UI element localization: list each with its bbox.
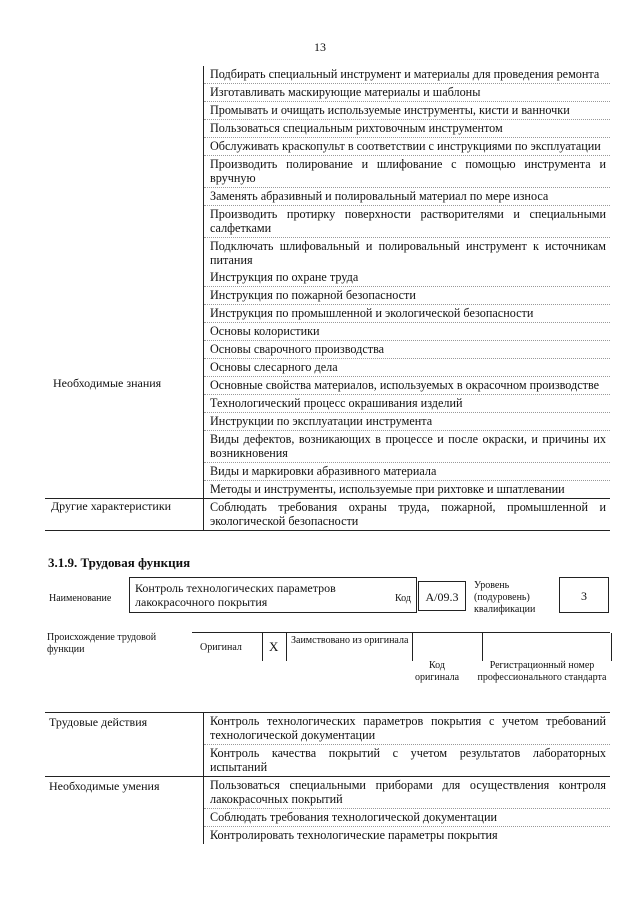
list-item: Контроль технологических параметров покрытия с учетом требований технологической документации xyxy=(204,713,610,745)
knowledge-label: Необходимые знания xyxy=(53,376,162,390)
reg-number-label: Регистрационный номер профессионального стандарта xyxy=(477,660,607,683)
list-item: Инструкция по промышленной и экологической безопасности xyxy=(204,305,610,323)
other-label: Другие характеристики xyxy=(45,499,204,531)
list-item: Технологический процесс окрашивания изделий xyxy=(204,395,610,413)
list-item: Изготавливать маскирующие материалы и шаблоны xyxy=(204,84,610,102)
list-item: Виды и маркировки абразивного материала xyxy=(204,463,610,481)
list-item: Обслуживать краскопульт в соответствии с инструкциями по эксплуатации xyxy=(204,138,610,156)
level-value: 3 xyxy=(559,577,609,613)
original-label: Оригинал xyxy=(200,642,242,653)
list-item: Подключать шлифовальный и полировальный инструмент к источникам питания xyxy=(210,239,606,267)
skills-label: Необходимые умения xyxy=(45,777,204,845)
list-item: Инструкции по эксплуатации инструмента xyxy=(204,413,610,431)
list-item: Заменять абразивный и полировальный материал по мере износа xyxy=(204,188,610,206)
table-row xyxy=(45,777,610,845)
actions-label: Трудовые действия xyxy=(45,713,204,777)
list-item: Инструкция по охране труда xyxy=(204,269,610,287)
other-text: Соблюдать требования охраны труда, пожарной, промышленной и экологической безопасности xyxy=(210,500,606,528)
list-item: Контроль качества покрытий с учетом результатов лабораторных испытаний xyxy=(210,746,606,774)
list-item: Производить полирование и шлифование с помощью инструмента и вручную xyxy=(204,156,610,188)
section-heading: 3.1.9. Трудовая функция xyxy=(48,555,191,570)
list-item: Контролировать технологические параметры покрытия xyxy=(210,828,498,842)
items-list xyxy=(204,66,611,269)
actions-table xyxy=(45,712,610,844)
original-mark: X xyxy=(269,639,279,654)
table-row xyxy=(45,713,610,777)
code-label: Код xyxy=(395,593,411,604)
items-list xyxy=(204,269,611,499)
list-item: Основные свойства материалов, используемых в окрасочном производстве xyxy=(204,377,610,395)
list-item: Виды дефектов, возникающих в процессе и после окраски, и причины их возникновения xyxy=(204,431,610,463)
list-item: Методы и инструменты, используемые при рихтовке и шпатлевании xyxy=(210,482,565,496)
origin-label: Происхождение трудовой функции xyxy=(47,632,157,655)
page-number: 13 xyxy=(314,40,326,54)
list-item: Производить протирку поверхности растворителями и специальными салфетками xyxy=(204,206,610,238)
table-row xyxy=(45,66,610,269)
origin-section xyxy=(45,632,610,702)
table-row xyxy=(45,499,610,531)
code-original-label: Код оригинала xyxy=(414,660,460,683)
borrowed-label: Заимствовано из оригинала xyxy=(291,635,409,646)
name-label: Наименование xyxy=(49,593,112,604)
list-item: Пользоваться специальными приборами для осуществления контроля лакокрасочных покрытий xyxy=(204,777,610,809)
table-row xyxy=(45,269,610,499)
requirements-table xyxy=(45,66,610,531)
list-item: Основы сварочного производства xyxy=(204,341,610,359)
list-item: Соблюдать требования технологической документации xyxy=(204,809,610,827)
function-header xyxy=(45,577,610,619)
list-item: Пользоваться специальным рихтовочным инструментом xyxy=(204,120,610,138)
list-item: Инструкция по пожарной безопасности xyxy=(204,287,610,305)
function-name: Контроль технологических параметров лакокрасочного покрытия xyxy=(129,577,417,613)
list-item: Основы колористики xyxy=(204,323,610,341)
level-label: Уровень (подуровень) квалификации xyxy=(474,580,536,615)
list-item: Основы слесарного дела xyxy=(204,359,610,377)
list-item: Промывать и очищать используемые инструменты, кисти и ванночки xyxy=(204,102,610,120)
function-code: A/09.3 xyxy=(418,581,466,611)
list-item: Подбирать специальный инструмент и материалы для проведения ремонта xyxy=(204,66,610,84)
